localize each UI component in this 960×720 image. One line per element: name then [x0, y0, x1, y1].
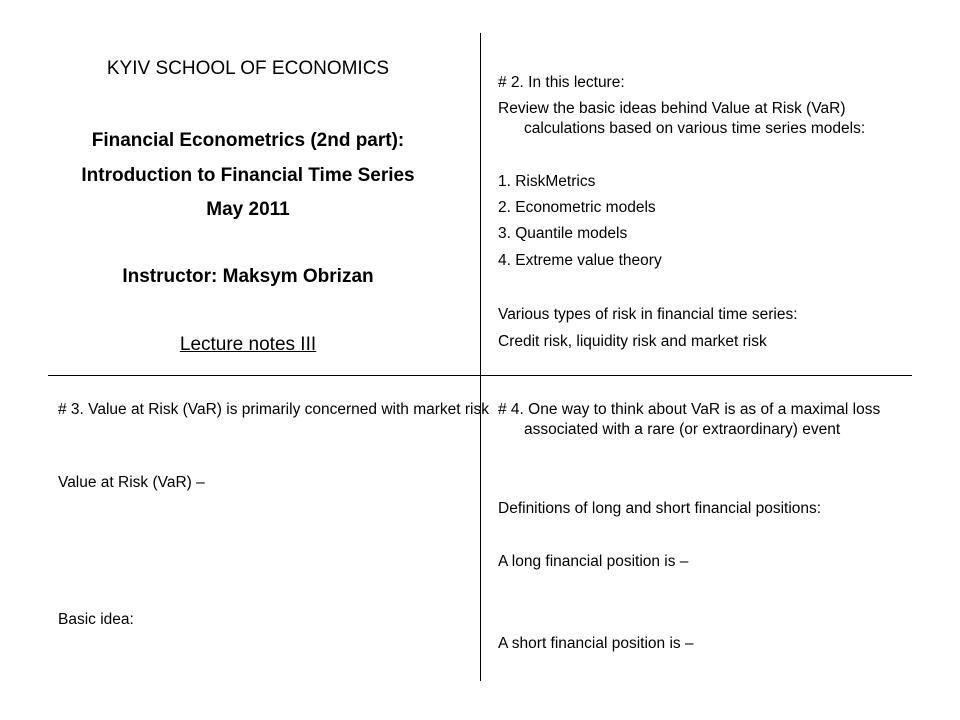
risk-types-label: Various types of risk in financial time series:	[498, 306, 798, 323]
course-title-line-1: Financial Econometrics (2nd part):	[91, 130, 405, 151]
course-title-line-2: Introduction to Financial Time Series	[81, 164, 415, 186]
school-name: KYIV SCHOOL OF ECONOMICS	[106, 58, 390, 79]
course-title	[16, 124, 480, 228]
horizontal-divider	[48, 375, 912, 376]
list-item: 3. Quantile models	[498, 225, 628, 242]
basic-idea-label: Basic idea:	[58, 611, 134, 628]
slide-2-intro: Review the basic ideas behind Value at Risk (VaR) calculations based on various time series models:	[498, 100, 866, 137]
lecture-title: Lecture notes III	[179, 334, 317, 355]
slide-4-heading: # 4. One way to think about VaR is as of a maximal loss associated with a rare (or extraordinary) event	[498, 401, 881, 438]
list-item: 1. RiskMetrics	[498, 173, 596, 190]
slide-2-heading: # 2. In this lecture:	[498, 74, 625, 91]
course-date: May 2011	[206, 199, 290, 220]
slide-3-heading: # 3. Value at Risk (VaR) is primarily concerned with market risk	[58, 401, 489, 418]
long-position-label: A long financial position is –	[498, 553, 689, 570]
instructor-name: Instructor: Maksym Obrizan	[122, 266, 374, 287]
var-definition-label: Value at Risk (VaR) –	[58, 474, 205, 491]
list-item: 4. Extreme value theory	[498, 252, 662, 269]
risk-types: Credit risk, liquidity risk and market risk	[498, 333, 767, 350]
short-position-label: A short financial position is –	[498, 635, 694, 652]
positions-definitions-label: Definitions of long and short financial positions:	[498, 500, 822, 517]
list-item: 2. Econometric models	[498, 199, 656, 216]
vertical-divider	[480, 33, 481, 681]
